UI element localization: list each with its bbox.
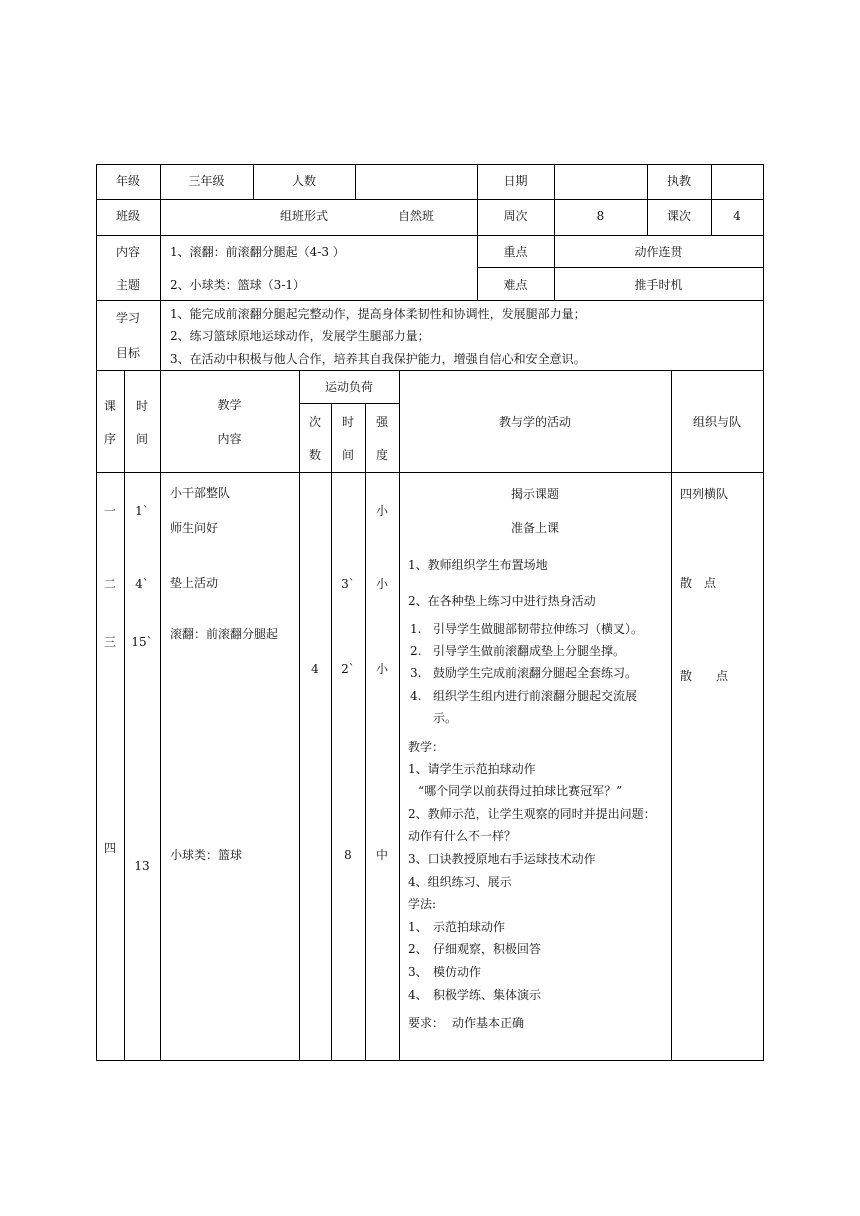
activity-line: 示范拍球动作 — [433, 920, 506, 934]
activity-number: 1. — [410, 622, 422, 636]
activity-line: 动作有什么不一样？ — [408, 829, 517, 843]
organization-cell: 散 点 — [680, 576, 717, 590]
activity-line: 鼓励学生完成前滚翻分腿起全套练习。 — [433, 666, 638, 680]
activity-line: 积极学练、集体演示 — [433, 988, 542, 1002]
goals-label: 目标 — [115, 346, 140, 360]
grade-value: 三年级 — [188, 174, 225, 188]
duration-cell: 2` — [341, 662, 355, 676]
teacher-label: 执教 — [666, 174, 691, 188]
time-cell: 1` — [135, 504, 149, 518]
activity-line: 揭示课题 — [510, 487, 559, 501]
activity-line: 1、教师组织学生布置场地 — [408, 558, 548, 572]
head-intensity: 度 — [375, 448, 388, 462]
head-organization: 组织与队 — [692, 415, 741, 429]
activity-line: “哪个同学以前获得过拍球比赛冠军？” — [418, 784, 623, 798]
time-cell: 15` — [131, 635, 153, 649]
activity-number: 1、 — [408, 920, 428, 934]
content-cell: 小干部整队 — [170, 486, 231, 500]
activity-line: 模仿动作 — [433, 965, 482, 979]
people-label: 人数 — [291, 174, 316, 188]
activity-line: 仔细观察，积极回答 — [433, 942, 542, 956]
time-cell: 4` — [135, 577, 149, 591]
order-cell: 一 — [103, 504, 116, 518]
activity-line: 3、口诀教授原地右手运球技术动作 — [408, 852, 596, 866]
activity-line: 准备上课 — [510, 521, 559, 535]
intensity-cell: 小 — [375, 577, 388, 591]
activity-line: 要求： — [408, 1016, 445, 1030]
content-cell: 师生问好 — [170, 521, 219, 535]
activity-line: 1、请学生示范拍球动作 — [408, 762, 536, 776]
duration-cell: 3` — [341, 577, 355, 591]
activity-line: 2、在各种垫上练习中进行热身活动 — [408, 594, 596, 608]
order-cell: 四 — [103, 841, 116, 855]
activity-number: 3. — [410, 666, 422, 680]
head-duration: 间 — [341, 448, 354, 462]
head-content: 教学 — [217, 398, 242, 412]
lesson-value: 4 — [733, 209, 741, 223]
head-activity: 教与学的活动 — [498, 415, 571, 429]
head-duration: 时 — [341, 415, 354, 429]
activity-line: 动作基本正确 — [452, 1016, 525, 1030]
head-intensity: 强 — [375, 415, 388, 429]
key-label: 重点 — [503, 245, 528, 259]
lesson-label: 课次 — [666, 209, 691, 223]
head-times: 数 — [308, 448, 321, 462]
week-value: 8 — [596, 209, 605, 223]
theme-label: 主题 — [115, 278, 140, 292]
goals-label: 学习 — [115, 311, 140, 325]
activity-line: 4、组织练习、展示 — [408, 875, 512, 889]
content-item: 1、滚翻：前滚翻分腿起（4-3 ） — [170, 245, 345, 259]
activity-number: 2. — [410, 644, 422, 658]
week-label: 周次 — [503, 209, 528, 223]
activity-number: 3、 — [408, 965, 428, 979]
goal-item: 3、在活动中积极与他人合作，培养其自我保护能力，增强自信心和安全意识。 — [170, 352, 586, 366]
time-cell: 13 — [134, 859, 150, 873]
head-order: 课 — [103, 399, 116, 413]
intensity-cell: 小 — [375, 662, 388, 676]
content-item: 2、小球类：篮球（3-1） — [170, 278, 305, 292]
duration-cell: 8 — [344, 848, 352, 862]
activity-number: 4. — [410, 689, 422, 703]
times-cell: 4 — [311, 662, 319, 676]
class-label: 班级 — [115, 209, 140, 223]
head-times: 次 — [308, 415, 321, 429]
intensity-cell: 中 — [375, 848, 388, 862]
activity-line: 引导学生做前滚翻成垫上分腿坐撑。 — [433, 644, 626, 658]
activity-line: 引导学生做腿部韧带拉伸练习（横叉）。 — [433, 622, 644, 636]
activity-line: 组织学生组内进行前滚翻分腿起交流展 — [433, 689, 638, 703]
head-time: 间 — [135, 432, 148, 446]
content-cell: 垫上活动 — [170, 576, 219, 590]
organization-cell: 散 点 — [680, 669, 729, 683]
goal-item: 2、练习篮球原地运球动作，发展学生腿部力量； — [170, 329, 430, 343]
head-content: 内容 — [217, 432, 242, 446]
activity-line: 教学： — [408, 740, 445, 754]
order-cell: 三 — [103, 635, 116, 649]
difficulty-label: 难点 — [503, 278, 528, 292]
organization-cell: 四列横队 — [680, 487, 729, 501]
head-order: 序 — [103, 432, 116, 446]
grade-label: 年级 — [115, 174, 140, 188]
activity-line: 学法: — [408, 897, 437, 911]
activity-line: 示。 — [433, 711, 458, 725]
intensity-cell: 小 — [375, 504, 388, 518]
activity-line: 2、教师示范，让学生观察的同时并提出问题： — [408, 807, 656, 821]
activity-number: 2、 — [408, 942, 428, 956]
date-label: 日期 — [503, 174, 528, 188]
content-label: 内容 — [115, 245, 140, 259]
key-value: 动作连贯 — [634, 245, 683, 259]
difficulty-value: 推手时机 — [634, 278, 683, 292]
content-cell: 滚翻：前滚翻分腿起 — [170, 627, 279, 641]
head-time: 时 — [135, 399, 148, 413]
form-label: 组班形式 — [279, 209, 328, 223]
head-load: 运动负荷 — [324, 380, 373, 394]
content-cell: 小球类：篮球 — [170, 848, 243, 862]
form-value: 自然班 — [397, 209, 434, 223]
order-cell: 二 — [103, 577, 116, 591]
goal-item: 1、能完成前滚翻分腿起完整动作，提高身体柔韧性和协调性，发展腿部力量； — [170, 307, 586, 321]
activity-number: 4、 — [408, 988, 428, 1002]
